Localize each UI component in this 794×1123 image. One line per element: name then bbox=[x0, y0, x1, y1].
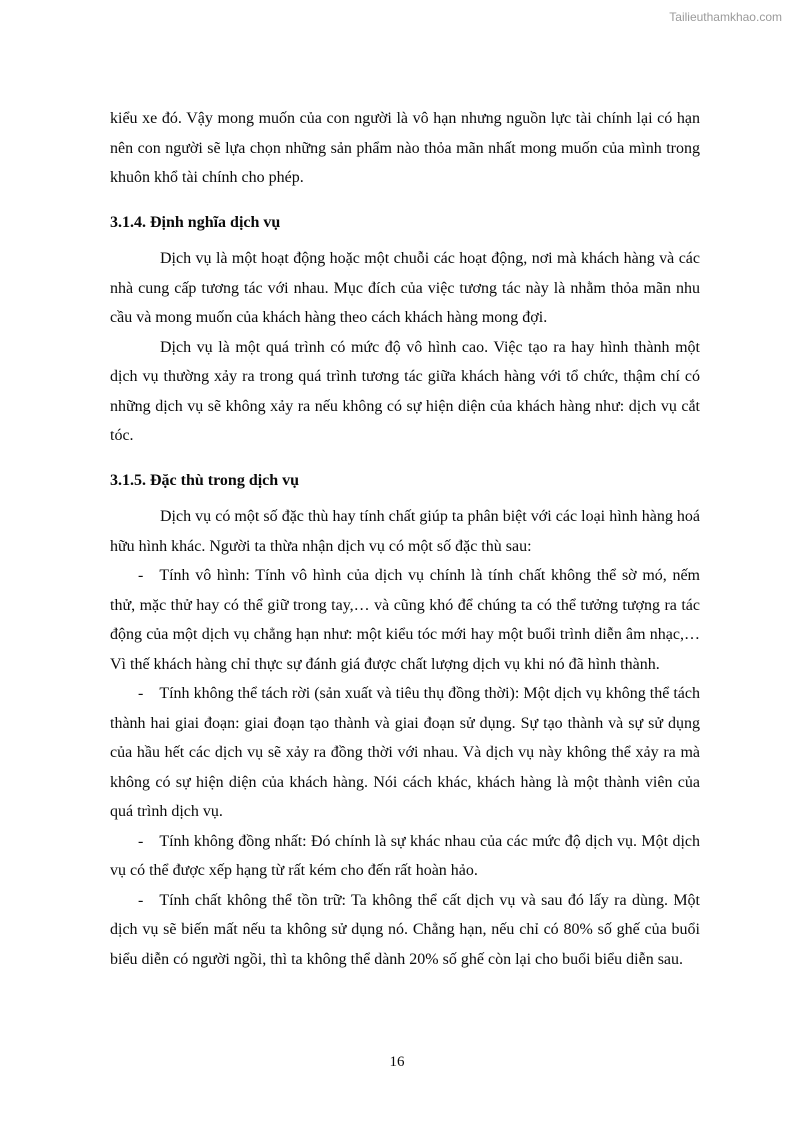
dash-bullet: - bbox=[138, 567, 144, 584]
section-heading-3-1-4: 3.1.4. Định nghĩa dịch vụ bbox=[110, 213, 281, 231]
paragraph: Dịch vụ có một số đặc thù hay tính chất giúp ta phân biệt với các loại hình hàng hoá hữu hình khác. Người ta thừa nhận dịch vụ có một số đặc thù sau: bbox=[110, 508, 700, 555]
page-content bbox=[110, 104, 700, 974]
watermark-text: Tailieuthamkhao.com bbox=[669, 10, 782, 24]
list-item-text: Tính vô hình: Tính vô hình của dịch vụ chính là tính chất không thể sờ mó, nếm thử, mặc thử hay có thể giữ trong tay,… và cũng khó để chúng ta có thể tưởng tượng ra tác động của một dịch vụ chẳng hạn như: một kiểu tóc mới hay một buổi trình diễn âm nhạc,… Vì thế khách hàng chỉ thực sự đánh giá được chất lượng dịch vụ khi nó đã hình thành. bbox=[110, 567, 700, 673]
paragraph: Dịch vụ là một hoạt động hoặc một chuỗi các hoạt động, nơi mà khách hàng và các nhà cung cấp tương tác với nhau. Mục đích của việc tương tác này là nhằm thỏa mãn nhu cầu và mong muốn của khách hàng theo cách khách hàng mong đợi. bbox=[110, 250, 700, 326]
dash-bullet: - bbox=[138, 891, 144, 909]
list-item bbox=[110, 561, 700, 679]
paragraph-continued: kiểu xe đó. Vậy mong muốn của con người là vô hạn nhưng nguồn lực tài chính lại có hạn nên con người sẽ lựa chọn những sản phẩm nào thỏa mãn nhất mong muốn của mình trong khuôn khổ tài chính cho phép. bbox=[110, 110, 700, 186]
paragraph: Dịch vụ là một quá trình có mức độ vô hình cao. Việc tạo ra hay hình thành một dịch vụ thường xảy ra trong quá trình tương tác giữa khách hàng với tổ chức, thậm chí có những dịch vụ sẽ không xảy ra nếu không có sự hiện diện của khách hàng như: dịch vụ cắt tóc. bbox=[110, 338, 700, 444]
list-item bbox=[110, 679, 700, 827]
section-heading-3-1-5: 3.1.5. Đặc thù trong dịch vụ bbox=[110, 471, 300, 489]
list-item-text: Tính không thể tách rời (sản xuất và tiêu thụ đồng thời): Một dịch vụ không thể tách thành hai giai đoạn: giai đoạn tạo thành và giai đoạn sử dụng. Sự tạo thành và sự sử dụng của hầu hết các dịch vụ sẽ xảy ra đồng thời với nhau. Và dịch vụ này không thể xảy ra mà không có sự hiện diện của khách hàng. Nói cách khác, khách hàng là một thành viên của quá trình dịch vụ. bbox=[110, 685, 700, 820]
list-item bbox=[110, 886, 700, 975]
list-item-text: Tính chất không thể tồn trữ: Ta không thể cất dịch vụ và sau đó lấy ra dùng. Một dịch vụ sẽ biến mất nếu ta không sử dụng nó. Chẳng hạn, nếu chỉ có 80% số ghế của buổi biểu diễn có người ngồi, thì ta không thể dành 20% số ghế còn lại cho buổi biểu diễn sau. bbox=[110, 891, 700, 968]
page-number: 16 bbox=[389, 1054, 405, 1070]
dash-bullet: - bbox=[138, 685, 144, 702]
list-item-text: Tính không đồng nhất: Đó chính là sự khác nhau của các mức độ dịch vụ. Một dịch vụ có thể được xếp hạng từ rất kém cho đến rất hoàn hảo. bbox=[110, 832, 700, 879]
dash-bullet: - bbox=[138, 832, 144, 850]
list-item bbox=[110, 827, 700, 886]
